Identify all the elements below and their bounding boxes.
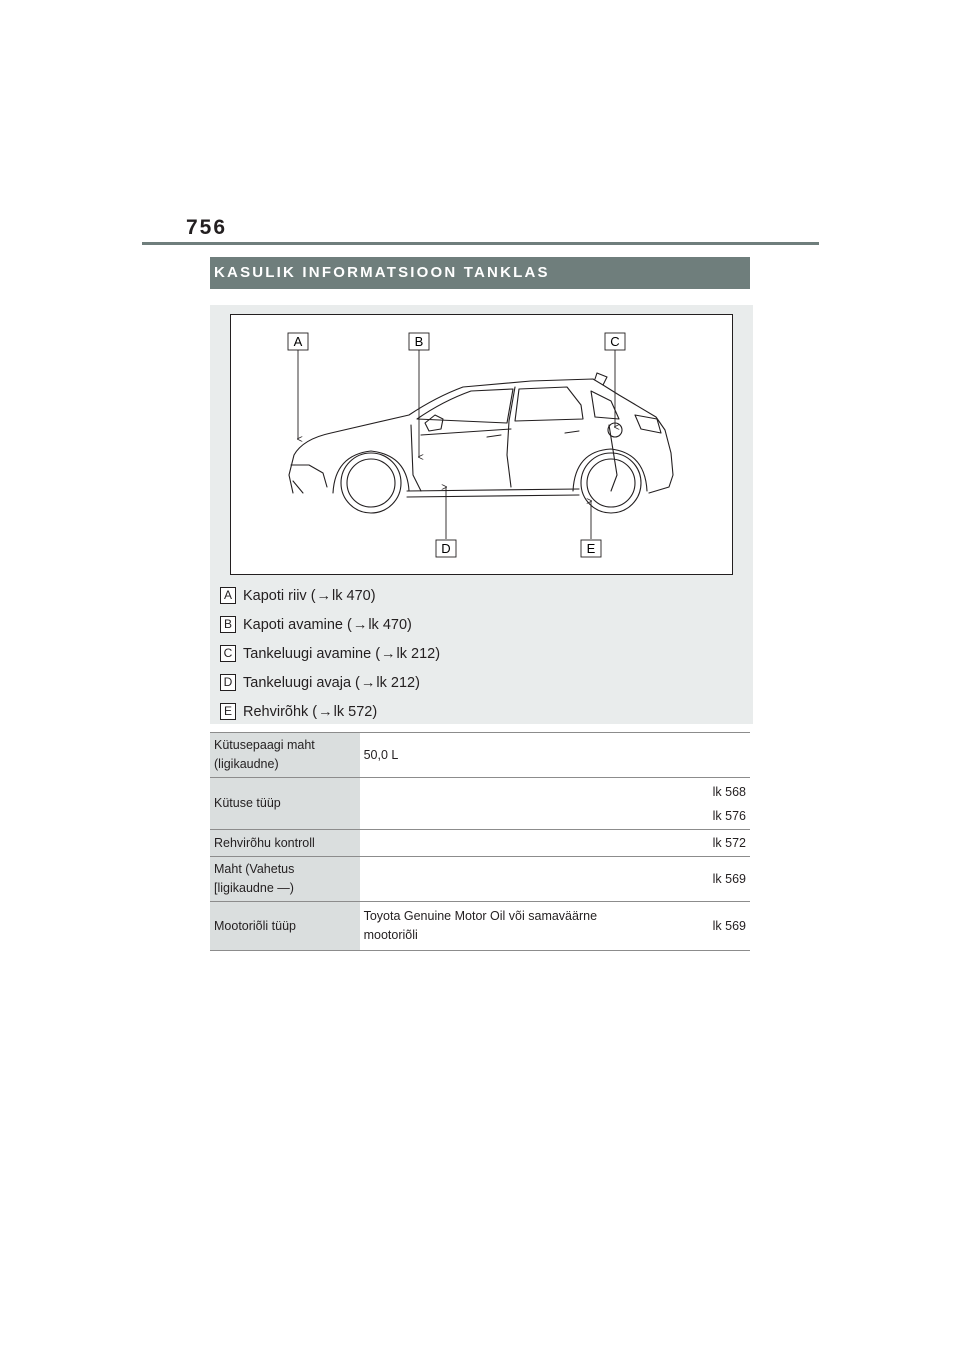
page-ref[interactable]: lk 568 xyxy=(712,784,746,799)
page-ref[interactable]: lk 569 xyxy=(683,902,750,951)
callout-c: C xyxy=(610,334,620,349)
right-arrow-icon: → xyxy=(381,645,396,662)
page-ref[interactable]: lk 572 xyxy=(683,830,750,857)
callout-d: D xyxy=(441,541,451,556)
legend-item-c xyxy=(220,639,440,668)
car-side-view-illustration xyxy=(231,315,734,576)
legend-item-a xyxy=(220,581,440,610)
callout-b: B xyxy=(414,334,424,349)
page-ref[interactable]: lk 576 xyxy=(712,808,746,823)
row-label: Kütuse tüüp xyxy=(210,778,360,830)
right-arrow-icon: → xyxy=(318,703,333,720)
row-label: Rehvirõhu kontroll xyxy=(210,830,360,857)
row-label: Kütusepaagi maht (ligikaudne) xyxy=(210,733,360,778)
section-title: KASULIK INFORMATSIOON TANKLAS xyxy=(210,257,750,289)
legend xyxy=(220,581,440,726)
header-rule xyxy=(142,242,819,245)
table-row xyxy=(210,857,750,902)
table-row xyxy=(210,830,750,857)
legend-item-e xyxy=(220,697,440,726)
legend-key: B xyxy=(220,616,236,633)
legend-page-ref[interactable]: lk 212) xyxy=(396,645,441,662)
right-arrow-icon: → xyxy=(360,674,376,691)
legend-label: Kapoti riiv ( xyxy=(243,587,316,604)
row-value: Toyota Genuine Motor Oil või samaväärne mootoriõli xyxy=(360,902,683,951)
legend-key: A xyxy=(220,587,236,604)
page-number: 756 xyxy=(186,216,228,239)
right-arrow-icon: → xyxy=(316,587,332,604)
callout-e: E xyxy=(586,541,596,556)
spec-table xyxy=(210,732,750,951)
callout-lines xyxy=(298,349,615,539)
legend-label: Tankeluugi avaja ( xyxy=(243,674,360,691)
legend-key: D xyxy=(220,674,236,691)
legend-key: C xyxy=(220,645,236,662)
row-label: Mootoriõli tüüp xyxy=(210,902,360,951)
callout-a: A xyxy=(293,334,303,349)
table-row xyxy=(210,778,750,830)
row-value: 50,0 L xyxy=(360,733,683,778)
row-label: Maht (Vahetus [ligikaudne —) xyxy=(210,857,360,902)
legend-key: E xyxy=(220,703,236,720)
legend-label: Kapoti avamine ( xyxy=(243,616,352,633)
car-diagram xyxy=(230,314,733,575)
legend-item-d xyxy=(220,668,440,697)
row-refs xyxy=(683,778,750,830)
right-arrow-icon: → xyxy=(352,616,368,633)
legend-page-ref[interactable]: lk 212) xyxy=(376,674,420,691)
table-row xyxy=(210,733,750,778)
legend-label: Tankeluugi avamine ( xyxy=(243,645,381,662)
legend-item-b xyxy=(220,610,440,639)
legend-label: Rehvirõhk ( xyxy=(243,703,318,720)
table-row xyxy=(210,902,750,951)
page-ref[interactable]: lk 569 xyxy=(683,857,750,902)
legend-page-ref[interactable]: lk 572) xyxy=(333,703,378,720)
legend-page-ref[interactable]: lk 470) xyxy=(332,587,376,604)
legend-page-ref[interactable]: lk 470) xyxy=(368,616,412,633)
callout-labels xyxy=(288,333,625,557)
